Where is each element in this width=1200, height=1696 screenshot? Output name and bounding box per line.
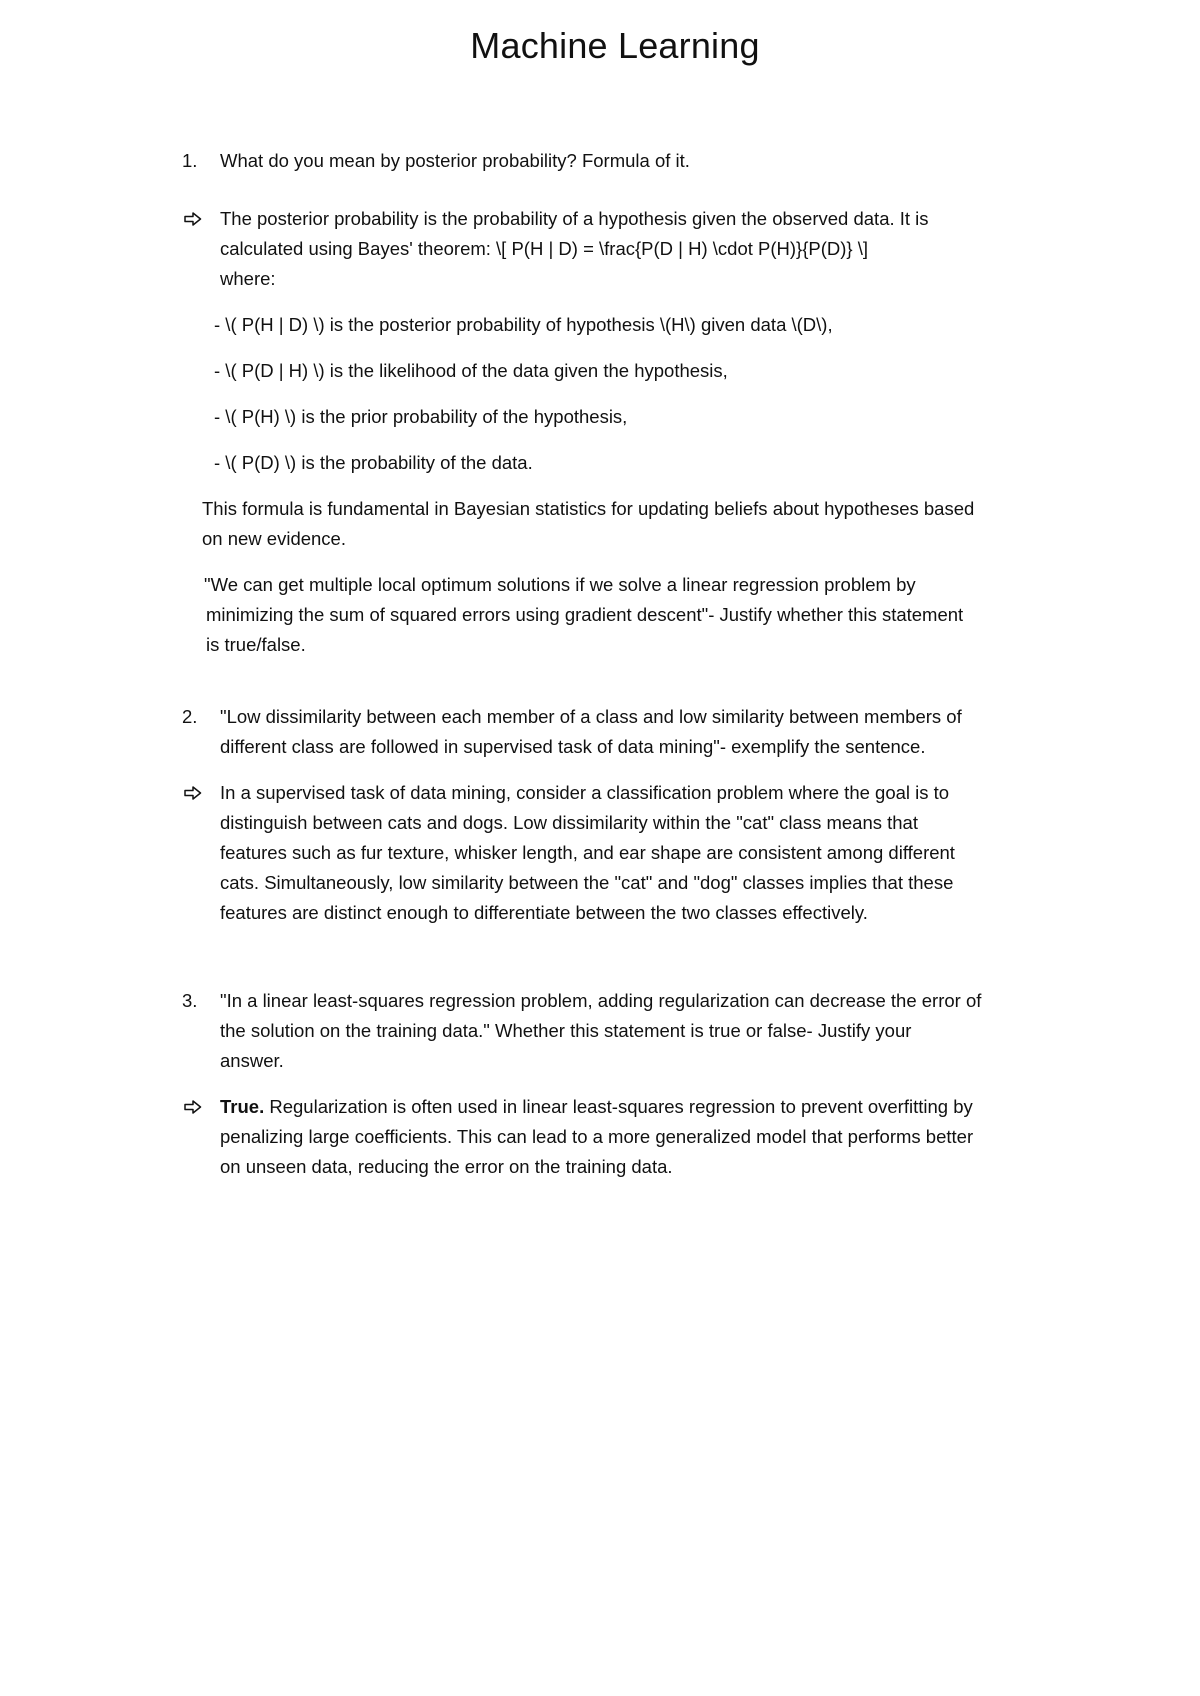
question-1-text: What do you mean by posterior probability? Formula of it.: [220, 150, 690, 171]
question-3-line-3: answer.: [220, 1050, 284, 1071]
formula-term-2: - \( P(D | H) \) is the likelihood of the data given the hypothesis,: [214, 360, 728, 381]
question-2-line-2: different class are followed in supervised task of data mining"- exemplify the sentence.: [220, 736, 926, 757]
formula-term-1: - \( P(H | D) \) is the posterior probability of hypothesis \(H\) given data \(D\),: [214, 314, 833, 335]
extra-question-line-1: "We can get multiple local optimum solutions if we solve a linear regression problem by: [204, 574, 916, 595]
extra-question-line-3: is true/false.: [206, 634, 306, 655]
answer-3-line-2: penalizing large coefficients. This can lead to a more generalized model that performs better: [220, 1126, 974, 1147]
arrow-right-icon: [184, 1100, 202, 1114]
answer-3-line-1: [220, 1092, 973, 1122]
answer-1-closing-line-2: on new evidence.: [202, 528, 346, 549]
question-2-line-1: "Low dissimilarity between each member of a class and low similarity between members of: [220, 706, 962, 727]
answer-3-verdict: True.: [220, 1096, 265, 1117]
arrow-right-icon: [184, 786, 202, 800]
question-3-line-2: the solution on the training data." Whether this statement is true or false- Justify your: [220, 1020, 912, 1041]
answer-3-line-1-text: Regularization is often used in linear least-squares regression to prevent overfitting by: [264, 1096, 973, 1117]
answer-1-line-2: calculated using Bayes' theorem: \[ P(H | D) = \frac{P(D | H) \cdot P(H)}{P(D)} \]: [220, 238, 869, 259]
answer-1-line-3: where:: [220, 268, 276, 289]
question-2-number: 2.: [182, 706, 198, 727]
answer-1-closing-line-1: This formula is fundamental in Bayesian statistics for updating beliefs about hypotheses based: [202, 498, 975, 519]
question-3-number: 3.: [182, 990, 198, 1011]
formula-term-4: - \( P(D) \) is the probability of the data.: [214, 452, 533, 473]
extra-question-line-2: minimizing the sum of squared errors using gradient descent"- Justify whether this statement: [206, 604, 964, 625]
question-1-number: 1.: [182, 150, 198, 171]
answer-2-line-2: distinguish between cats and dogs. Low dissimilarity within the "cat" class means that: [220, 812, 918, 833]
page-title: Machine Learning: [470, 25, 760, 66]
answer-2-line-5: features are distinct enough to differentiate between the two classes effectively.: [220, 902, 868, 923]
answer-2-line-3: features such as fur texture, whisker length, and ear shape are consistent among different: [220, 842, 955, 863]
arrow-right-icon: [184, 212, 202, 226]
answer-2-line-4: cats. Simultaneously, low similarity between the "cat" and "dog" classes implies that these: [220, 872, 954, 893]
answer-1-line-1: The posterior probability is the probability of a hypothesis given the observed data. It is: [220, 208, 929, 229]
answer-2-line-1: In a supervised task of data mining, consider a classification problem where the goal is to: [220, 782, 950, 803]
answer-3-line-3: on unseen data, reducing the error on the training data.: [220, 1156, 673, 1177]
question-3-line-1: "In a linear least-squares regression problem, adding regularization can decrease the error of: [220, 990, 982, 1011]
formula-term-3: - \( P(H) \) is the prior probability of the hypothesis,: [214, 406, 628, 427]
